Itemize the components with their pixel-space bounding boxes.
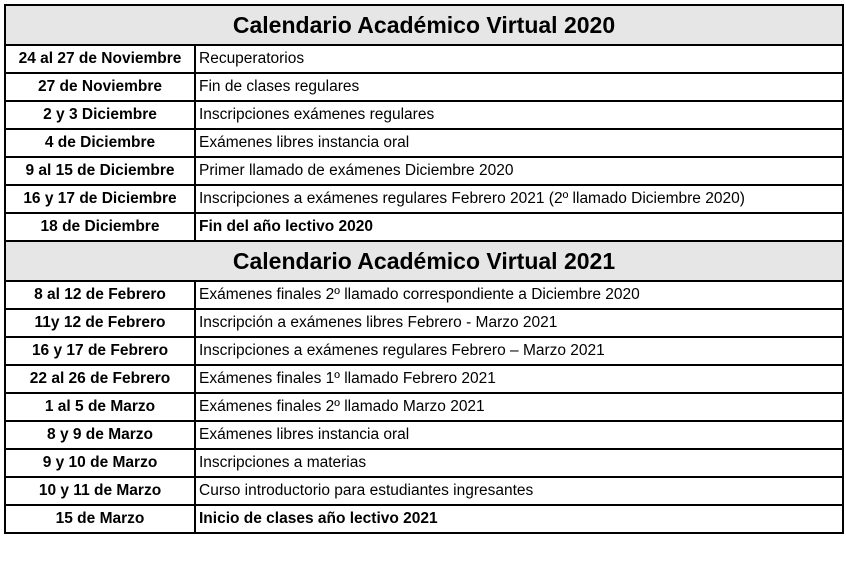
event-date: 9 y 10 de Marzo bbox=[5, 449, 195, 477]
calendar-body bbox=[5, 5, 843, 533]
calendar-row bbox=[5, 281, 843, 309]
event-date: 15 de Marzo bbox=[5, 505, 195, 533]
event-description: Inscripciones a exámenes regulares Febrero – Marzo 2021 bbox=[195, 337, 843, 365]
calendar-row bbox=[5, 45, 843, 73]
event-description: Recuperatorios bbox=[195, 45, 843, 73]
event-date: 11y 12 de Febrero bbox=[5, 309, 195, 337]
section-header-row bbox=[5, 5, 843, 45]
event-date: 27 de Noviembre bbox=[5, 73, 195, 101]
event-date: 8 al 12 de Febrero bbox=[5, 281, 195, 309]
section-header-row bbox=[5, 241, 843, 281]
event-description: Exámenes libres instancia oral bbox=[195, 421, 843, 449]
event-description: Exámenes finales 2º llamado Marzo 2021 bbox=[195, 393, 843, 421]
event-date: 22 al 26 de Febrero bbox=[5, 365, 195, 393]
event-date: 9 al 15 de Diciembre bbox=[5, 157, 195, 185]
calendar-row bbox=[5, 505, 843, 533]
event-date: 2 y 3 Diciembre bbox=[5, 101, 195, 129]
event-date: 18 de Diciembre bbox=[5, 213, 195, 241]
calendar-row bbox=[5, 213, 843, 241]
event-description: Fin del año lectivo 2020 bbox=[195, 213, 843, 241]
event-description: Inscripciones a materias bbox=[195, 449, 843, 477]
calendar-row bbox=[5, 185, 843, 213]
event-description: Primer llamado de exámenes Diciembre 2020 bbox=[195, 157, 843, 185]
event-description: Inscripciones a exámenes regulares Febrero 2021 (2º llamado Diciembre 2020) bbox=[195, 185, 843, 213]
event-date: 16 y 17 de Febrero bbox=[5, 337, 195, 365]
event-date: 10 y 11 de Marzo bbox=[5, 477, 195, 505]
section-title: Calendario Académico Virtual 2021 bbox=[5, 241, 843, 281]
calendar-row bbox=[5, 309, 843, 337]
academic-calendar-table bbox=[4, 4, 844, 534]
event-description: Inscripción a exámenes libres Febrero - Marzo 2021 bbox=[195, 309, 843, 337]
calendar-row bbox=[5, 157, 843, 185]
event-description: Curso introductorio para estudiantes ingresantes bbox=[195, 477, 843, 505]
event-description: Exámenes finales 2º llamado correspondiente a Diciembre 2020 bbox=[195, 281, 843, 309]
event-description: Inscripciones exámenes regulares bbox=[195, 101, 843, 129]
event-date: 1 al 5 de Marzo bbox=[5, 393, 195, 421]
calendar-row bbox=[5, 101, 843, 129]
event-date: 8 y 9 de Marzo bbox=[5, 421, 195, 449]
event-description: Inicio de clases año lectivo 2021 bbox=[195, 505, 843, 533]
calendar-row bbox=[5, 337, 843, 365]
event-description: Exámenes finales 1º llamado Febrero 2021 bbox=[195, 365, 843, 393]
event-description: Fin de clases regulares bbox=[195, 73, 843, 101]
calendar-row bbox=[5, 393, 843, 421]
event-date: 16 y 17 de Diciembre bbox=[5, 185, 195, 213]
calendar-row bbox=[5, 129, 843, 157]
calendar-row bbox=[5, 477, 843, 505]
calendar-row bbox=[5, 73, 843, 101]
event-description: Exámenes libres instancia oral bbox=[195, 129, 843, 157]
calendar-row bbox=[5, 365, 843, 393]
calendar-row bbox=[5, 421, 843, 449]
event-date: 24 al 27 de Noviembre bbox=[5, 45, 195, 73]
event-date: 4 de Diciembre bbox=[5, 129, 195, 157]
section-title: Calendario Académico Virtual 2020 bbox=[5, 5, 843, 45]
calendar-row bbox=[5, 449, 843, 477]
